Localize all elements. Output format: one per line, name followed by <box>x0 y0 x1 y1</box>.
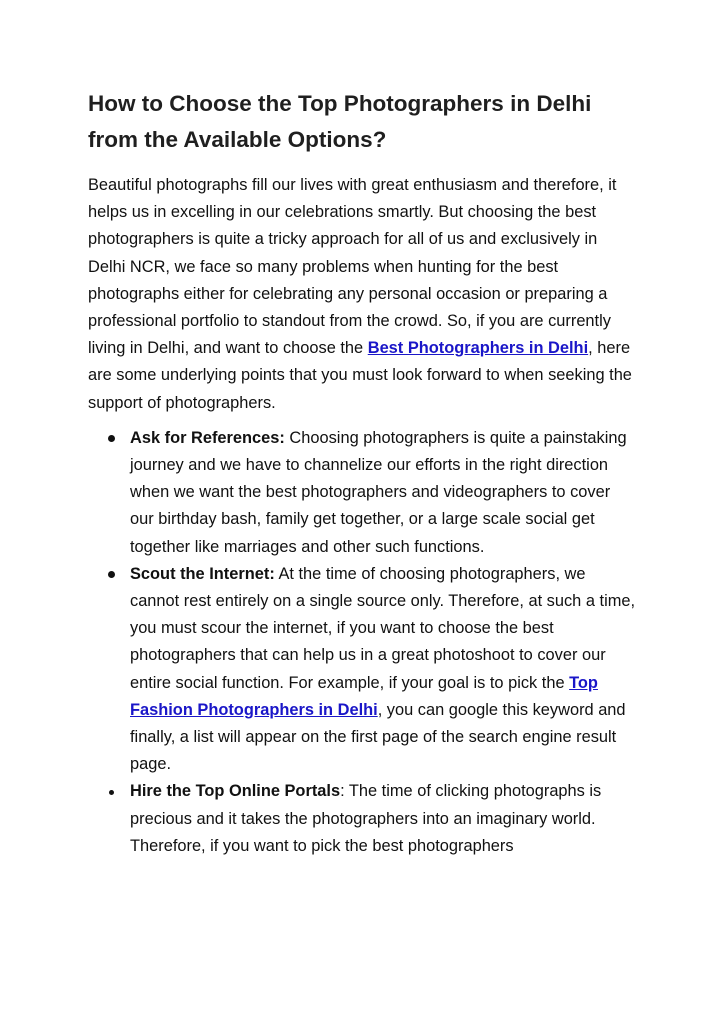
page-title: How to Choose the Top Photographers in Delhi from the Available Options? <box>88 91 592 152</box>
list-item-text-after-link: , you can google this keyword and finally, a list will appear on the first page of the search engine result page. <box>130 700 626 774</box>
bullet-icon <box>108 571 115 578</box>
document-content <box>88 86 636 860</box>
intro-paragraph <box>88 172 636 417</box>
list-item-term: Scout the Internet: <box>130 564 275 583</box>
list-item-term: Ask for References: <box>130 428 285 447</box>
list-item-text: : The time of clicking photographs is precious and it takes the photographers into an imaginary world. Therefore, if you want to pick the best photographers <box>130 782 602 855</box>
list-item-references <box>88 425 636 561</box>
bullet-icon <box>109 790 114 795</box>
list-item-online-portals <box>88 778 636 860</box>
bullet-icon <box>108 435 115 442</box>
intro-text-before-link: Beautiful photographs fill our lives with great enthusiasm and therefore, it helps us in excelling in our celebrations smartly. But choosing the best photographers is quite a tricky approach for all of us and exclusively in Delhi NCR, we face so many problems when hunting for the best photographs either for celebrating any personal occasion or preparing a professional portfolio to standout from the crowd. So, if you are currently living in Delhi, and want to choose the <box>88 176 617 358</box>
best-photographers-link[interactable]: Best Photographers in Delhi <box>367 339 589 358</box>
list-item-scout-internet <box>88 561 636 779</box>
intro-text-after-link: , here are some underlying points that you must look forward to when seeking the support of photographers. <box>88 339 632 412</box>
list-item-text-before-link: At the time of choosing photographers, we cannot rest entirely on a single source only. Therefore, at such a time, you must scour the internet, if you want to choose the best photographers that can help us in a great photoshoot to cover our entire social function. For example, if your goal is to pick the <box>130 564 636 692</box>
top-fashion-photographers-link[interactable]: Top Fashion Photographers in Delhi <box>130 673 598 719</box>
list-item-term: Hire the Top Online Portals <box>130 782 341 801</box>
tips-list <box>88 425 636 860</box>
list-item-text: Choosing photographers is quite a painstaking journey and we have to channelize our efforts in the right direction when we want the best photographers and videographers to cover our birthday bash, family get together, or a large scale social get together like marriages and other such functions. <box>130 428 627 556</box>
